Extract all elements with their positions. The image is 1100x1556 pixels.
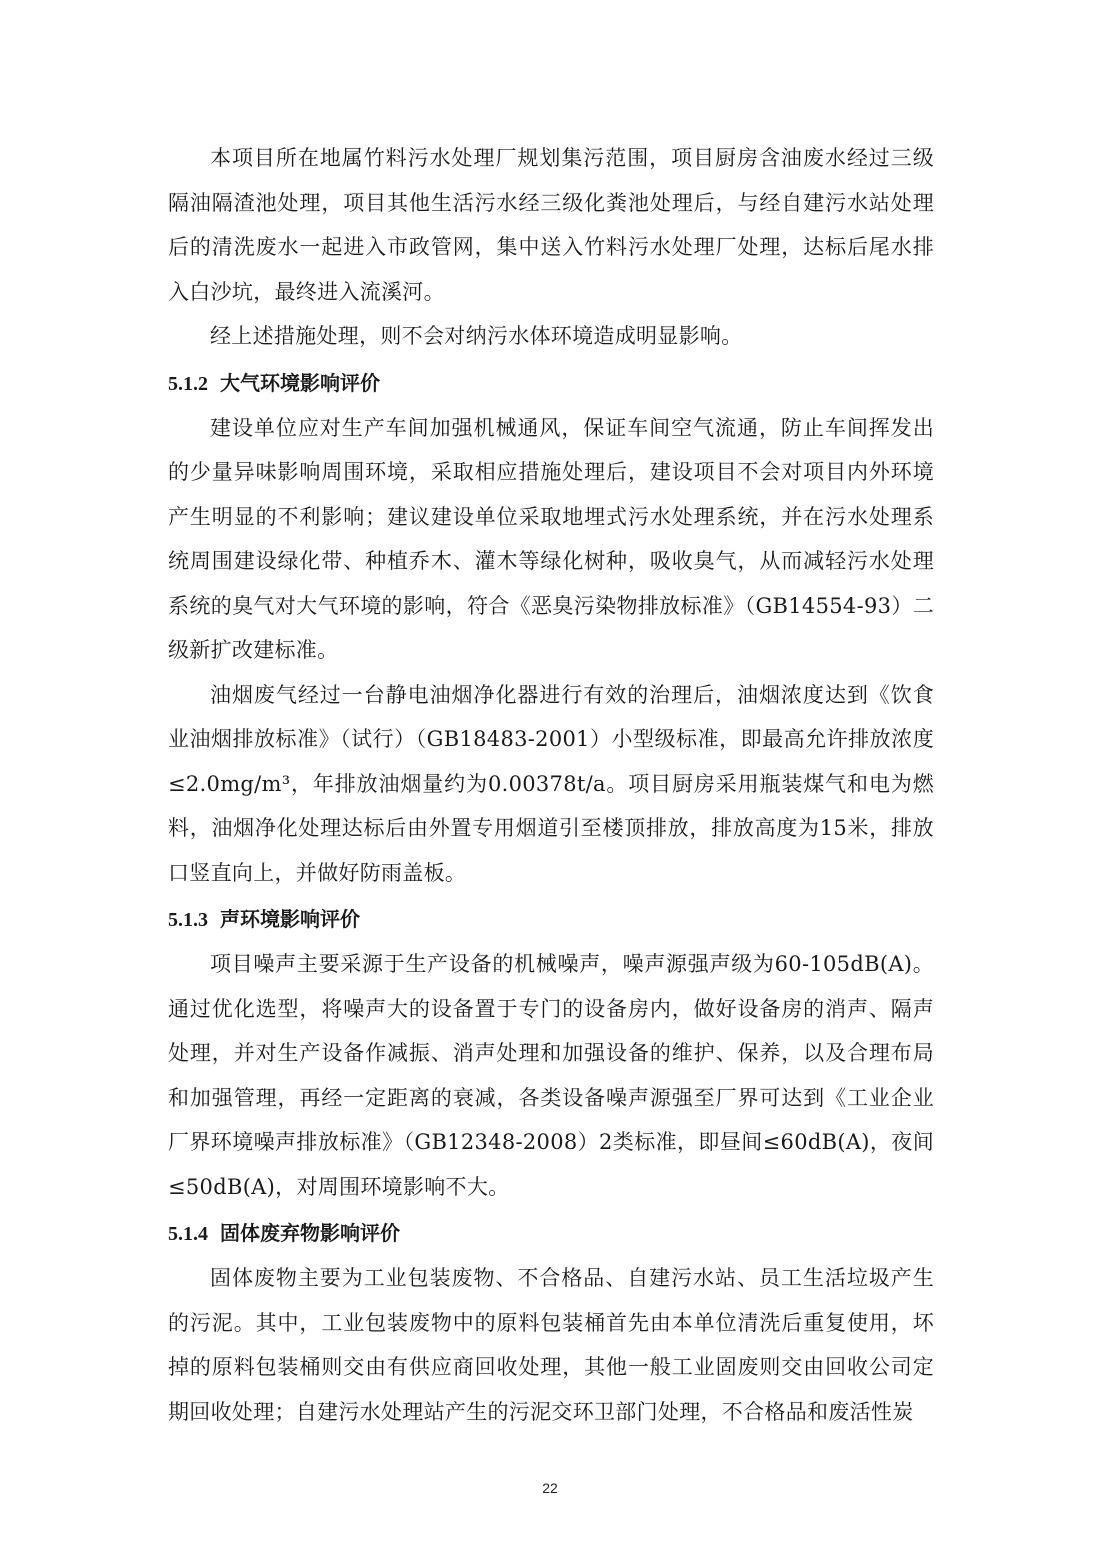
section-heading-5-1-3 bbox=[168, 897, 934, 942]
section-number: 5.1.3 bbox=[168, 909, 208, 931]
section-number: 5.1.2 bbox=[168, 372, 208, 395]
paragraph: 本项目所在地属竹料污水处理厂规划集污范围，项目厨房含油废水经过三级隔油隔渣池处理，项目其他生活污水经三级化粪池处理后，与经自建污水站处理后的清洗废水一起进入市政管网，集中送入竹料污水处理厂处理，达标后尾水排入白沙坑，最终进入流溪河。 bbox=[168, 146, 934, 304]
section-title: 固体废弃物影响评价 bbox=[220, 1221, 400, 1245]
document-body bbox=[168, 136, 934, 1434]
section-number: 5.1.4 bbox=[168, 1223, 208, 1245]
paragraph: 项目噪声主要采源于生产设备的机械噪声，噪声源强声级为60-105dB(A)。通过优化选型，将噪声大的设备置于专门的设备房内，做好设备房的消声、隔声处理，并对生产设备作减振、消声处理和加强设备的维护、保养，以及合理布局和加强管理，再经一定距离的衰减，各类设备噪声源强至厂界可达到《工业企业厂界环境噪声排放标准》（GB12348-2008）2类标准，即昼间≤60dB(A)，夜间≤50dB(A)，对周围环境影响不大。 bbox=[168, 952, 934, 1199]
section-heading-5-1-2 bbox=[168, 361, 934, 406]
page-number: 22 bbox=[542, 1480, 558, 1496]
paragraph: 经上述措施处理，则不会对纳污水体环境造成明显影响。 bbox=[210, 324, 743, 348]
paragraph: 固体废物主要为工业包装废物、不合格品、自建污水站、员工生活垃圾产生的污泥。其中，工业包装废物中的原料包装桶首先由本单位清洗后重复使用，坏掉的原料包装桶则交由有供应商回收处理，其他一般工业固废则交由回收公司定期回收处理；自建污水处理站产生的污泥交环卫部门处理，不合格品和废活性炭 bbox=[168, 1266, 934, 1424]
section-heading-5-1-4 bbox=[168, 1211, 934, 1256]
paragraph: 建设单位应对生产车间加强机械通风，保证车间空气流通，防止车间挥发出的少量异味影响周围环境，采取相应措施处理后，建设项目不会对项目内外环境产生明显的不利影响；建议建设单位采取地埋式污水处理系统，并在污水处理系统周围建设绿化带、种植乔木、灌木等绿化树种，吸收臭气，从而减轻污水处理系统的臭气对大气环境的影响，符合《恶臭污染物排放标准》（GB14554-93）二级新扩改建标准。 bbox=[168, 415, 934, 662]
section-title: 大气环境影响评价 bbox=[220, 370, 380, 395]
section-title: 声环境影响评价 bbox=[220, 907, 360, 931]
paragraph: 油烟废气经过一台静电油烟净化器进行有效的治理后，油烟浓度达到《饮食业油烟排放标准》（试行）（GB18483-2001）小型级标准，即最高允许排放浓度≤2.0mg/m³，年排放油烟量约为0.00378t/a。项目厨房采用瓶装煤气和电为燃料，油烟净化处理达标后由外置专用烟道引至楼顶排放，排放高度为15米，排放口竖直向上，并做好防雨盖板。 bbox=[168, 682, 934, 885]
